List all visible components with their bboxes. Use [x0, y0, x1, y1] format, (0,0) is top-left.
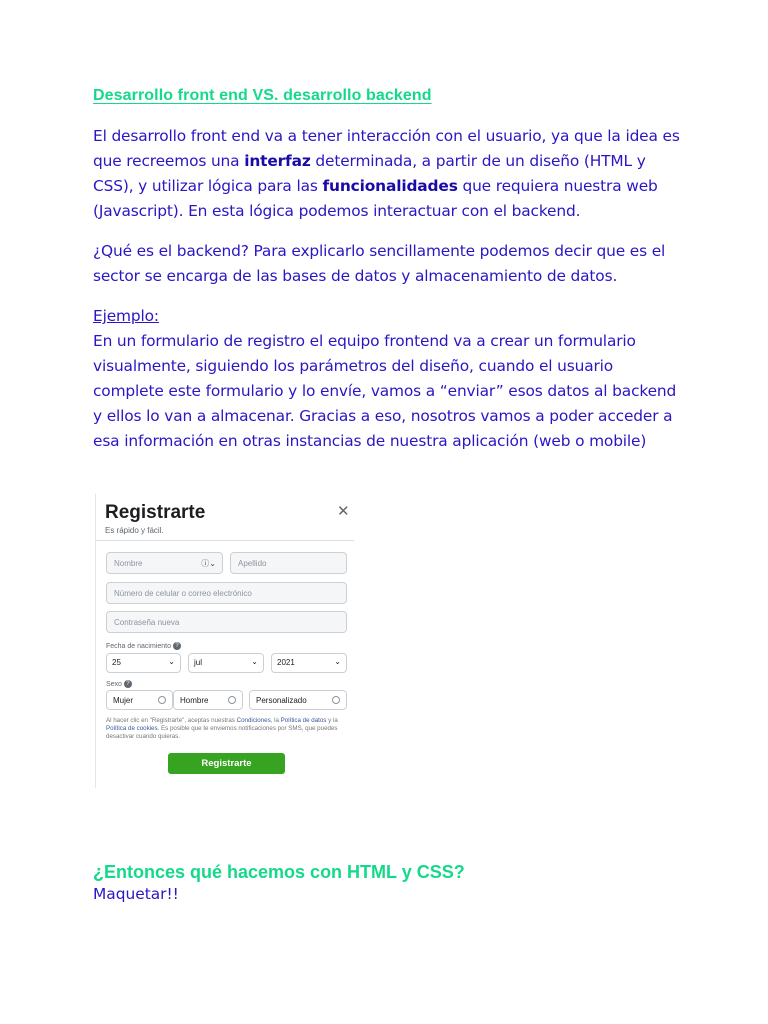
- paragraph-frontend-text-2: determinada, a partir de un diseño (HTML y CSS), y utilizar lógica para las: [93, 152, 646, 195]
- cookie-policy-link[interactable]: Política de cookies: [106, 725, 158, 732]
- form-divider: [96, 540, 354, 541]
- sex-option-label: Mujer: [113, 696, 134, 705]
- password-field[interactable]: [106, 611, 347, 633]
- legal-text-1: Al hacer clic en "Registrarte", aceptas nuestras: [106, 717, 237, 724]
- paragraph-frontend-text-1: El desarrollo front end va a tener interacción con el usuario, ya que la idea es que recreemos una: [93, 127, 680, 170]
- first-name-placeholder: Nombre: [114, 559, 143, 568]
- sex-label: [106, 680, 132, 688]
- paragraph-example: [93, 304, 683, 454]
- radio-icon[interactable]: [228, 696, 236, 704]
- legal-text-4: . Es posible que te enviemos notificaciones por SMS, que puedes desactivar cuando quieras.: [106, 725, 338, 740]
- example-text: En un formulario de registro el equipo frontend va a crear un formulario visualmente, siguiendo los parámetros del diseño, cuando el usuario complete este formulario y lo envíe, vamos a “enviar” esos datos al backend y ellos lo van a almacenar. Gracias a eso, nosotros vamos a poder acceder a esa información en otras instancias de nuestra aplicación (web o mobile): [93, 332, 677, 450]
- example-label: Ejemplo:: [93, 307, 159, 325]
- keyword-interfaz: interfaz: [244, 152, 311, 170]
- dob-year-select[interactable]: [271, 653, 347, 673]
- help-icon[interactable]: ?: [124, 680, 132, 688]
- dob-label: [106, 642, 181, 650]
- paragraph-backend: ¿Qué es el backend? Para explicarlo sencillamente podemos decir que es el sector se encarga de las bases de datos y almacenamiento de datos.: [93, 242, 666, 285]
- close-icon[interactable]: ✕: [337, 503, 350, 520]
- radio-icon[interactable]: [332, 696, 340, 704]
- form-title: Registrarte: [105, 502, 206, 523]
- sex-label-text: Sexo: [106, 680, 122, 688]
- sex-option-mujer[interactable]: [106, 690, 173, 710]
- keyword-funcionalidades: funcionalidades: [322, 177, 458, 195]
- register-button[interactable]: Registrarte: [168, 753, 285, 774]
- chevron-down-icon: ⌄: [168, 657, 175, 666]
- sex-option-label: Personalizado: [256, 696, 307, 705]
- section-title-html-css: ¿Entonces qué hacemos con HTML y CSS?: [93, 862, 465, 882]
- legal-text-2: , la: [270, 717, 281, 724]
- answer-text: Maquetar!!: [93, 885, 179, 903]
- dob-label-text: Fecha de nacimiento: [106, 642, 171, 650]
- form-subtitle: Es rápido y fácil.: [105, 526, 164, 535]
- password-placeholder: Contraseña nueva: [114, 618, 180, 627]
- dob-year-value: 2021: [277, 658, 295, 667]
- dob-day-value: 25: [112, 658, 121, 667]
- paragraph-frontend-text-3: que requiera nuestra web (Javascript). En esta lógica podemos interactuar con el backend.: [93, 177, 658, 220]
- first-name-field[interactable]: [106, 552, 223, 574]
- section-title-frontend-vs-backend: Desarrollo front end VS. desarrollo backend: [93, 87, 432, 104]
- signup-form-screenshot: [95, 494, 354, 788]
- radio-icon[interactable]: [158, 696, 166, 704]
- last-name-field[interactable]: [230, 552, 347, 574]
- chevron-down-icon: ⌄: [334, 657, 341, 666]
- help-icon[interactable]: ?: [173, 642, 181, 650]
- dob-month-select[interactable]: [188, 653, 264, 673]
- dob-day-select[interactable]: [106, 653, 181, 673]
- paragraph-frontend: [93, 124, 683, 224]
- terms-link[interactable]: Condiciones: [236, 717, 271, 724]
- legal-notice: [106, 717, 351, 741]
- info-icon[interactable]: ⓘ⌄: [201, 559, 216, 568]
- phone-placeholder: Número de celular o correo electrónico: [114, 589, 252, 598]
- sex-option-personalizado[interactable]: [249, 690, 347, 710]
- dob-month-value: jul: [194, 658, 203, 667]
- sex-option-label: Hombre: [180, 696, 209, 705]
- last-name-placeholder: Apellido: [238, 559, 267, 568]
- sex-option-hombre[interactable]: [173, 690, 243, 710]
- legal-text-3: y la: [326, 717, 338, 724]
- chevron-down-icon: ⌄: [251, 657, 258, 666]
- phone-or-email-field[interactable]: [106, 582, 347, 604]
- data-policy-link[interactable]: Política de datos: [280, 717, 327, 724]
